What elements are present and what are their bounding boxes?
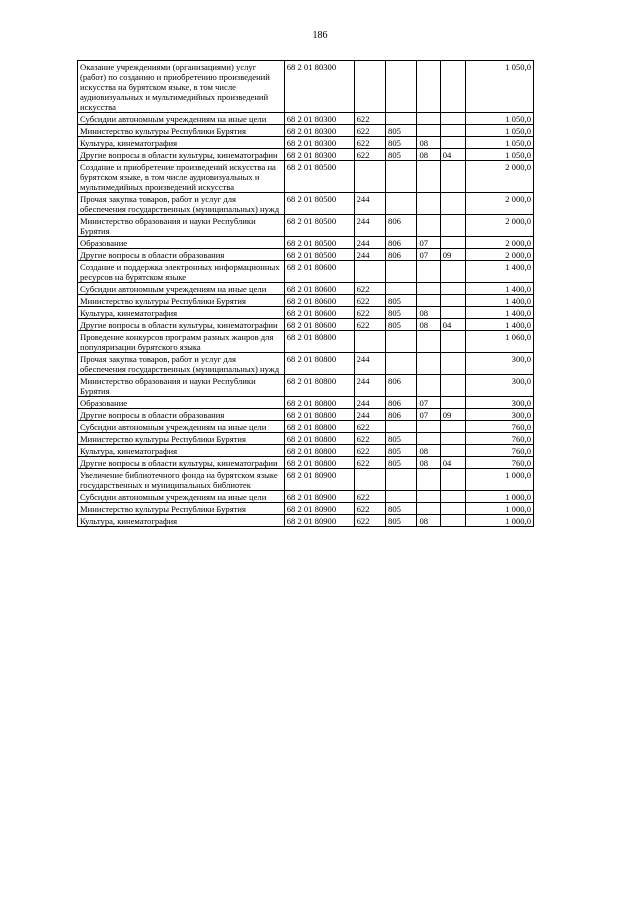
cell-section: 08 xyxy=(417,137,440,149)
cell-expense-type: 244 xyxy=(354,375,385,397)
cell-target-article: 68 2 01 80800 xyxy=(284,409,354,421)
cell-amount: 300,0 xyxy=(466,397,534,409)
cell-section: 07 xyxy=(417,249,440,261)
cell-section: 07 xyxy=(417,237,440,249)
cell-name: Министерство культуры Республики Бурятия xyxy=(78,503,285,515)
cell-ministry-code xyxy=(386,113,417,125)
cell-amount: 1 050,0 xyxy=(466,61,534,113)
table-row xyxy=(78,469,534,491)
cell-name: Другие вопросы в области образования xyxy=(78,409,285,421)
page-number: 186 xyxy=(312,30,328,41)
cell-target-article: 68 2 01 80900 xyxy=(284,515,354,527)
cell-name: Прочая закупка товаров, работ и услуг для обеспечения государственных (муниципальных) нужд xyxy=(78,353,285,375)
cell-amount: 760,0 xyxy=(466,457,534,469)
cell-name: Создание и поддержка электронных информационных ресурсов на бурятском языке xyxy=(78,261,285,283)
cell-section xyxy=(417,331,440,353)
table-row xyxy=(78,261,534,283)
cell-section xyxy=(417,261,440,283)
cell-subsection xyxy=(440,295,465,307)
cell-target-article: 68 2 01 80300 xyxy=(284,113,354,125)
cell-ministry-code: 805 xyxy=(386,125,417,137)
cell-section: 08 xyxy=(417,457,440,469)
cell-name: Другие вопросы в области образования xyxy=(78,249,285,261)
cell-section xyxy=(417,215,440,237)
cell-subsection xyxy=(440,421,465,433)
cell-subsection xyxy=(440,215,465,237)
cell-subsection xyxy=(440,433,465,445)
cell-target-article: 68 2 01 80300 xyxy=(284,61,354,113)
table-row xyxy=(78,137,534,149)
cell-ministry-code: 805 xyxy=(386,445,417,457)
cell-name: Образование xyxy=(78,237,285,249)
cell-name: Другие вопросы в области культуры, кинематографии xyxy=(78,457,285,469)
cell-subsection xyxy=(440,375,465,397)
cell-target-article: 68 2 01 80800 xyxy=(284,331,354,353)
cell-expense-type: 244 xyxy=(354,215,385,237)
cell-expense-type: 622 xyxy=(354,491,385,503)
cell-expense-type: 622 xyxy=(354,113,385,125)
cell-ministry-code: 805 xyxy=(386,149,417,161)
cell-target-article: 68 2 01 80600 xyxy=(284,307,354,319)
cell-subsection xyxy=(440,331,465,353)
table-row xyxy=(78,61,534,113)
cell-target-article: 68 2 01 80300 xyxy=(284,125,354,137)
cell-target-article: 68 2 01 80600 xyxy=(284,261,354,283)
cell-subsection xyxy=(440,307,465,319)
cell-expense-type xyxy=(354,469,385,491)
cell-subsection xyxy=(440,283,465,295)
table-row xyxy=(78,421,534,433)
cell-ministry-code xyxy=(386,421,417,433)
table-row xyxy=(78,433,534,445)
table-row xyxy=(78,113,534,125)
cell-expense-type xyxy=(354,61,385,113)
cell-ministry-code xyxy=(386,469,417,491)
cell-target-article: 68 2 01 80800 xyxy=(284,457,354,469)
cell-amount: 300,0 xyxy=(466,409,534,421)
cell-ministry-code xyxy=(386,261,417,283)
cell-expense-type: 622 xyxy=(354,137,385,149)
cell-amount: 1 400,0 xyxy=(466,261,534,283)
cell-ministry-code: 806 xyxy=(386,409,417,421)
cell-expense-type: 622 xyxy=(354,515,385,527)
cell-ministry-code xyxy=(386,353,417,375)
cell-section xyxy=(417,295,440,307)
cell-subsection: 04 xyxy=(440,319,465,331)
table-row xyxy=(78,125,534,137)
table-row xyxy=(78,375,534,397)
cell-section: 07 xyxy=(417,397,440,409)
cell-amount: 2 000,0 xyxy=(466,237,534,249)
cell-section: 08 xyxy=(417,319,440,331)
cell-target-article: 68 2 01 80500 xyxy=(284,215,354,237)
table-row xyxy=(78,283,534,295)
cell-amount: 760,0 xyxy=(466,445,534,457)
cell-ministry-code xyxy=(386,331,417,353)
cell-target-article: 68 2 01 80800 xyxy=(284,433,354,445)
cell-ministry-code: 805 xyxy=(386,295,417,307)
cell-name: Культура, кинематография xyxy=(78,307,285,319)
cell-ministry-code xyxy=(386,491,417,503)
cell-amount: 760,0 xyxy=(466,433,534,445)
cell-name: Увеличение библиотечного фонда на бурятском языке государственных и муниципальных библиотек xyxy=(78,469,285,491)
cell-expense-type xyxy=(354,331,385,353)
cell-ministry-code: 805 xyxy=(386,319,417,331)
table-row xyxy=(78,491,534,503)
cell-amount: 1 400,0 xyxy=(466,307,534,319)
cell-section xyxy=(417,161,440,193)
cell-subsection: 09 xyxy=(440,249,465,261)
cell-section xyxy=(417,469,440,491)
cell-amount: 1 050,0 xyxy=(466,149,534,161)
cell-target-article: 68 2 01 80500 xyxy=(284,193,354,215)
cell-section xyxy=(417,433,440,445)
cell-section xyxy=(417,113,440,125)
cell-expense-type: 244 xyxy=(354,353,385,375)
cell-ministry-code xyxy=(386,283,417,295)
table-row xyxy=(78,295,534,307)
cell-name: Культура, кинематография xyxy=(78,137,285,149)
cell-section: 08 xyxy=(417,445,440,457)
cell-ministry-code: 806 xyxy=(386,215,417,237)
cell-amount: 1 000,0 xyxy=(466,515,534,527)
cell-section xyxy=(417,375,440,397)
cell-amount: 1 000,0 xyxy=(466,469,534,491)
cell-expense-type: 244 xyxy=(354,409,385,421)
cell-subsection xyxy=(440,515,465,527)
cell-expense-type: 622 xyxy=(354,421,385,433)
table-row xyxy=(78,193,534,215)
cell-expense-type: 244 xyxy=(354,237,385,249)
cell-subsection xyxy=(440,469,465,491)
cell-ministry-code: 805 xyxy=(386,307,417,319)
cell-name: Образование xyxy=(78,397,285,409)
cell-name: Культура, кинематография xyxy=(78,515,285,527)
cell-amount: 2 000,0 xyxy=(466,215,534,237)
cell-name: Оказание учреждениями (организациями) услуг (работ) по созданию и приобретению произведений искусства на бурятском языке, в том числе аудиовизуальных и мультимедийных произведений искусства xyxy=(78,61,285,113)
cell-expense-type: 622 xyxy=(354,125,385,137)
cell-name: Субсидии автономным учреждениям на иные цели xyxy=(78,113,285,125)
cell-amount: 1 050,0 xyxy=(466,125,534,137)
cell-amount: 300,0 xyxy=(466,353,534,375)
cell-amount: 1 050,0 xyxy=(466,137,534,149)
table-row xyxy=(78,237,534,249)
cell-amount: 760,0 xyxy=(466,421,534,433)
cell-expense-type: 244 xyxy=(354,193,385,215)
table-row xyxy=(78,307,534,319)
cell-target-article: 68 2 01 80800 xyxy=(284,397,354,409)
cell-target-article: 68 2 01 80600 xyxy=(284,283,354,295)
cell-target-article: 68 2 01 80800 xyxy=(284,375,354,397)
cell-subsection xyxy=(440,503,465,515)
cell-target-article: 68 2 01 80900 xyxy=(284,503,354,515)
cell-section: 07 xyxy=(417,409,440,421)
cell-subsection xyxy=(440,137,465,149)
cell-expense-type: 622 xyxy=(354,445,385,457)
cell-subsection xyxy=(440,491,465,503)
cell-ministry-code: 806 xyxy=(386,237,417,249)
cell-expense-type: 622 xyxy=(354,307,385,319)
cell-section: 08 xyxy=(417,307,440,319)
cell-section xyxy=(417,283,440,295)
cell-name: Субсидии автономным учреждениям на иные цели xyxy=(78,283,285,295)
budget-table xyxy=(77,60,534,527)
cell-subsection xyxy=(440,61,465,113)
cell-ministry-code: 805 xyxy=(386,503,417,515)
cell-ministry-code: 805 xyxy=(386,433,417,445)
cell-ministry-code: 806 xyxy=(386,375,417,397)
cell-section xyxy=(417,503,440,515)
cell-expense-type: 622 xyxy=(354,433,385,445)
cell-subsection xyxy=(440,397,465,409)
cell-expense-type xyxy=(354,161,385,193)
table-row xyxy=(78,249,534,261)
cell-target-article: 68 2 01 80300 xyxy=(284,149,354,161)
table-row xyxy=(78,215,534,237)
cell-subsection xyxy=(440,193,465,215)
cell-amount: 1 400,0 xyxy=(466,295,534,307)
cell-expense-type: 622 xyxy=(354,283,385,295)
cell-subsection xyxy=(440,113,465,125)
cell-section xyxy=(417,125,440,137)
cell-ministry-code: 805 xyxy=(386,137,417,149)
cell-section xyxy=(417,61,440,113)
cell-section xyxy=(417,193,440,215)
cell-target-article: 68 2 01 80500 xyxy=(284,161,354,193)
cell-expense-type: 622 xyxy=(354,503,385,515)
cell-amount: 1 000,0 xyxy=(466,503,534,515)
cell-expense-type: 244 xyxy=(354,397,385,409)
cell-target-article: 68 2 01 80800 xyxy=(284,421,354,433)
cell-expense-type: 244 xyxy=(354,249,385,261)
cell-name: Министерство образования и науки Республики Бурятия xyxy=(78,375,285,397)
cell-name: Другие вопросы в области культуры, кинематографии xyxy=(78,319,285,331)
cell-name: Прочая закупка товаров, работ и услуг для обеспечения государственных (муниципальных) нужд xyxy=(78,193,285,215)
cell-expense-type: 622 xyxy=(354,319,385,331)
cell-expense-type: 622 xyxy=(354,457,385,469)
table-row xyxy=(78,409,534,421)
cell-expense-type: 622 xyxy=(354,295,385,307)
cell-name: Другие вопросы в области культуры, кинематографии xyxy=(78,149,285,161)
cell-ministry-code: 805 xyxy=(386,457,417,469)
cell-subsection: 04 xyxy=(440,149,465,161)
cell-target-article: 68 2 01 80800 xyxy=(284,445,354,457)
budget-table-body xyxy=(78,61,534,527)
cell-ministry-code xyxy=(386,61,417,113)
cell-amount: 2 000,0 xyxy=(466,193,534,215)
cell-amount: 1 060,0 xyxy=(466,331,534,353)
cell-ministry-code xyxy=(386,193,417,215)
cell-ministry-code: 805 xyxy=(386,515,417,527)
cell-amount: 1 000,0 xyxy=(466,491,534,503)
table-row xyxy=(78,503,534,515)
cell-subsection xyxy=(440,161,465,193)
cell-section xyxy=(417,421,440,433)
table-row xyxy=(78,319,534,331)
table-row xyxy=(78,515,534,527)
cell-name: Министерство культуры Республики Бурятия xyxy=(78,295,285,307)
table-row xyxy=(78,149,534,161)
table-row xyxy=(78,353,534,375)
cell-target-article: 68 2 01 80300 xyxy=(284,137,354,149)
cell-target-article: 68 2 01 80900 xyxy=(284,469,354,491)
cell-section xyxy=(417,353,440,375)
table-row xyxy=(78,161,534,193)
cell-subsection xyxy=(440,125,465,137)
table-row xyxy=(78,445,534,457)
cell-target-article: 68 2 01 80500 xyxy=(284,249,354,261)
cell-name: Министерство культуры Республики Бурятия xyxy=(78,433,285,445)
cell-target-article: 68 2 01 80600 xyxy=(284,295,354,307)
cell-target-article: 68 2 01 80900 xyxy=(284,491,354,503)
table-row xyxy=(78,397,534,409)
cell-section: 08 xyxy=(417,515,440,527)
cell-subsection: 09 xyxy=(440,409,465,421)
cell-name: Субсидии автономным учреждениям на иные цели xyxy=(78,491,285,503)
cell-name: Министерство образования и науки Республики Бурятия xyxy=(78,215,285,237)
cell-section xyxy=(417,491,440,503)
cell-ministry-code xyxy=(386,161,417,193)
cell-amount: 300,0 xyxy=(466,375,534,397)
cell-ministry-code: 806 xyxy=(386,249,417,261)
cell-ministry-code: 806 xyxy=(386,397,417,409)
cell-section: 08 xyxy=(417,149,440,161)
cell-name: Создание и приобретение произведений искусства на бурятском языке, в том числе аудиовизуальных и мультимедийных произведений искусства xyxy=(78,161,285,193)
cell-expense-type xyxy=(354,261,385,283)
cell-amount: 2 000,0 xyxy=(466,249,534,261)
cell-name: Субсидии автономным учреждениям на иные цели xyxy=(78,421,285,433)
cell-name: Проведение конкурсов программ разных жанров для популяризации бурятского языка xyxy=(78,331,285,353)
cell-amount: 2 000,0 xyxy=(466,161,534,193)
cell-subsection xyxy=(440,445,465,457)
cell-subsection xyxy=(440,353,465,375)
cell-subsection: 04 xyxy=(440,457,465,469)
cell-amount: 1 050,0 xyxy=(466,113,534,125)
table-row xyxy=(78,457,534,469)
cell-amount: 1 400,0 xyxy=(466,283,534,295)
cell-name: Министерство культуры Республики Бурятия xyxy=(78,125,285,137)
cell-target-article: 68 2 01 80600 xyxy=(284,319,354,331)
cell-expense-type: 622 xyxy=(354,149,385,161)
table-row xyxy=(78,331,534,353)
cell-name: Культура, кинематография xyxy=(78,445,285,457)
cell-amount: 1 400,0 xyxy=(466,319,534,331)
cell-target-article: 68 2 01 80500 xyxy=(284,237,354,249)
cell-subsection xyxy=(440,237,465,249)
cell-target-article: 68 2 01 80800 xyxy=(284,353,354,375)
cell-subsection xyxy=(440,261,465,283)
